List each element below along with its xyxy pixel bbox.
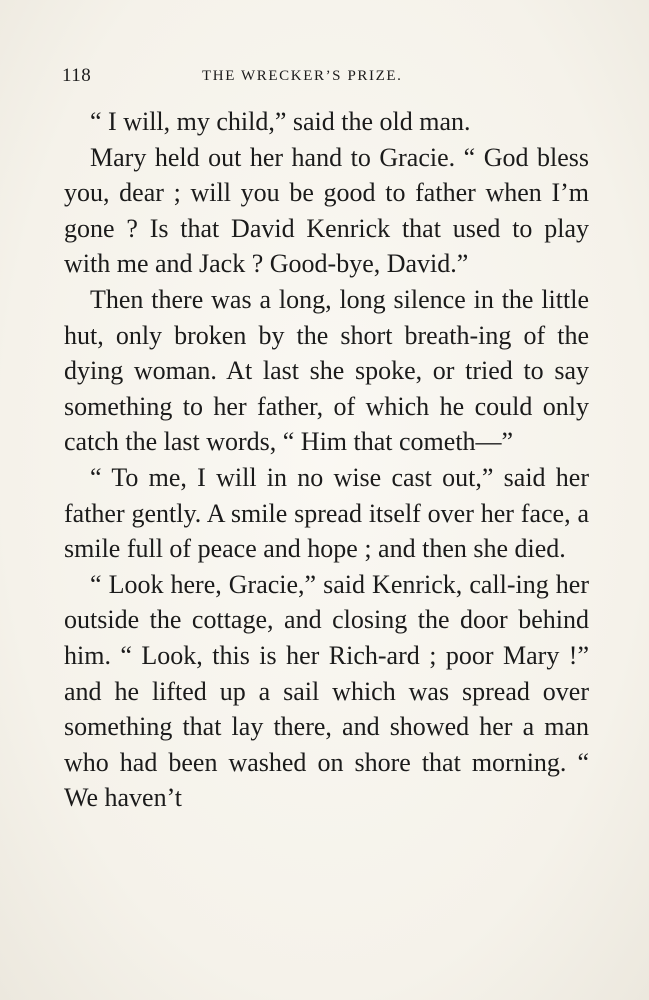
paragraph: “ Look here, Gracie,” said Kenrick, call-ing her outside the cottage, and closing the door behind him. “ Look, this is her Rich-ard ; poor Mary !” and he lifted up a sail which was spread over something that lay there, and showed her a man who had been washed on shore that morning. “ We haven’t bbox=[64, 569, 589, 813]
paragraph: “ I will, my child,” said the old man. bbox=[90, 107, 471, 136]
page-number: 118 bbox=[62, 65, 92, 86]
running-head: THE WRECKER’S PRIZE. bbox=[202, 68, 403, 84]
paragraph: Mary held out her hand to Gracie. “ God bless you, dear ; will you be good to father when I’m gone ? Is that David Kenrick that used to play with me and Jack ? Good-bye, David.” bbox=[64, 142, 589, 279]
page-header bbox=[62, 64, 592, 88]
paragraph: Then there was a long, long silence in the little hut, only broken by the short breath-ing of the dying woman. At last she spoke, or tried to say something to her father, of which he could only catch the last words, “ Him that cometh—” bbox=[64, 284, 589, 457]
paragraph: “ To me, I will in no wise cast out,” said her father gently. A smile spread itself over her face, a smile full of peace and hope ; and then she died. bbox=[64, 462, 589, 564]
body-text bbox=[64, 104, 589, 816]
